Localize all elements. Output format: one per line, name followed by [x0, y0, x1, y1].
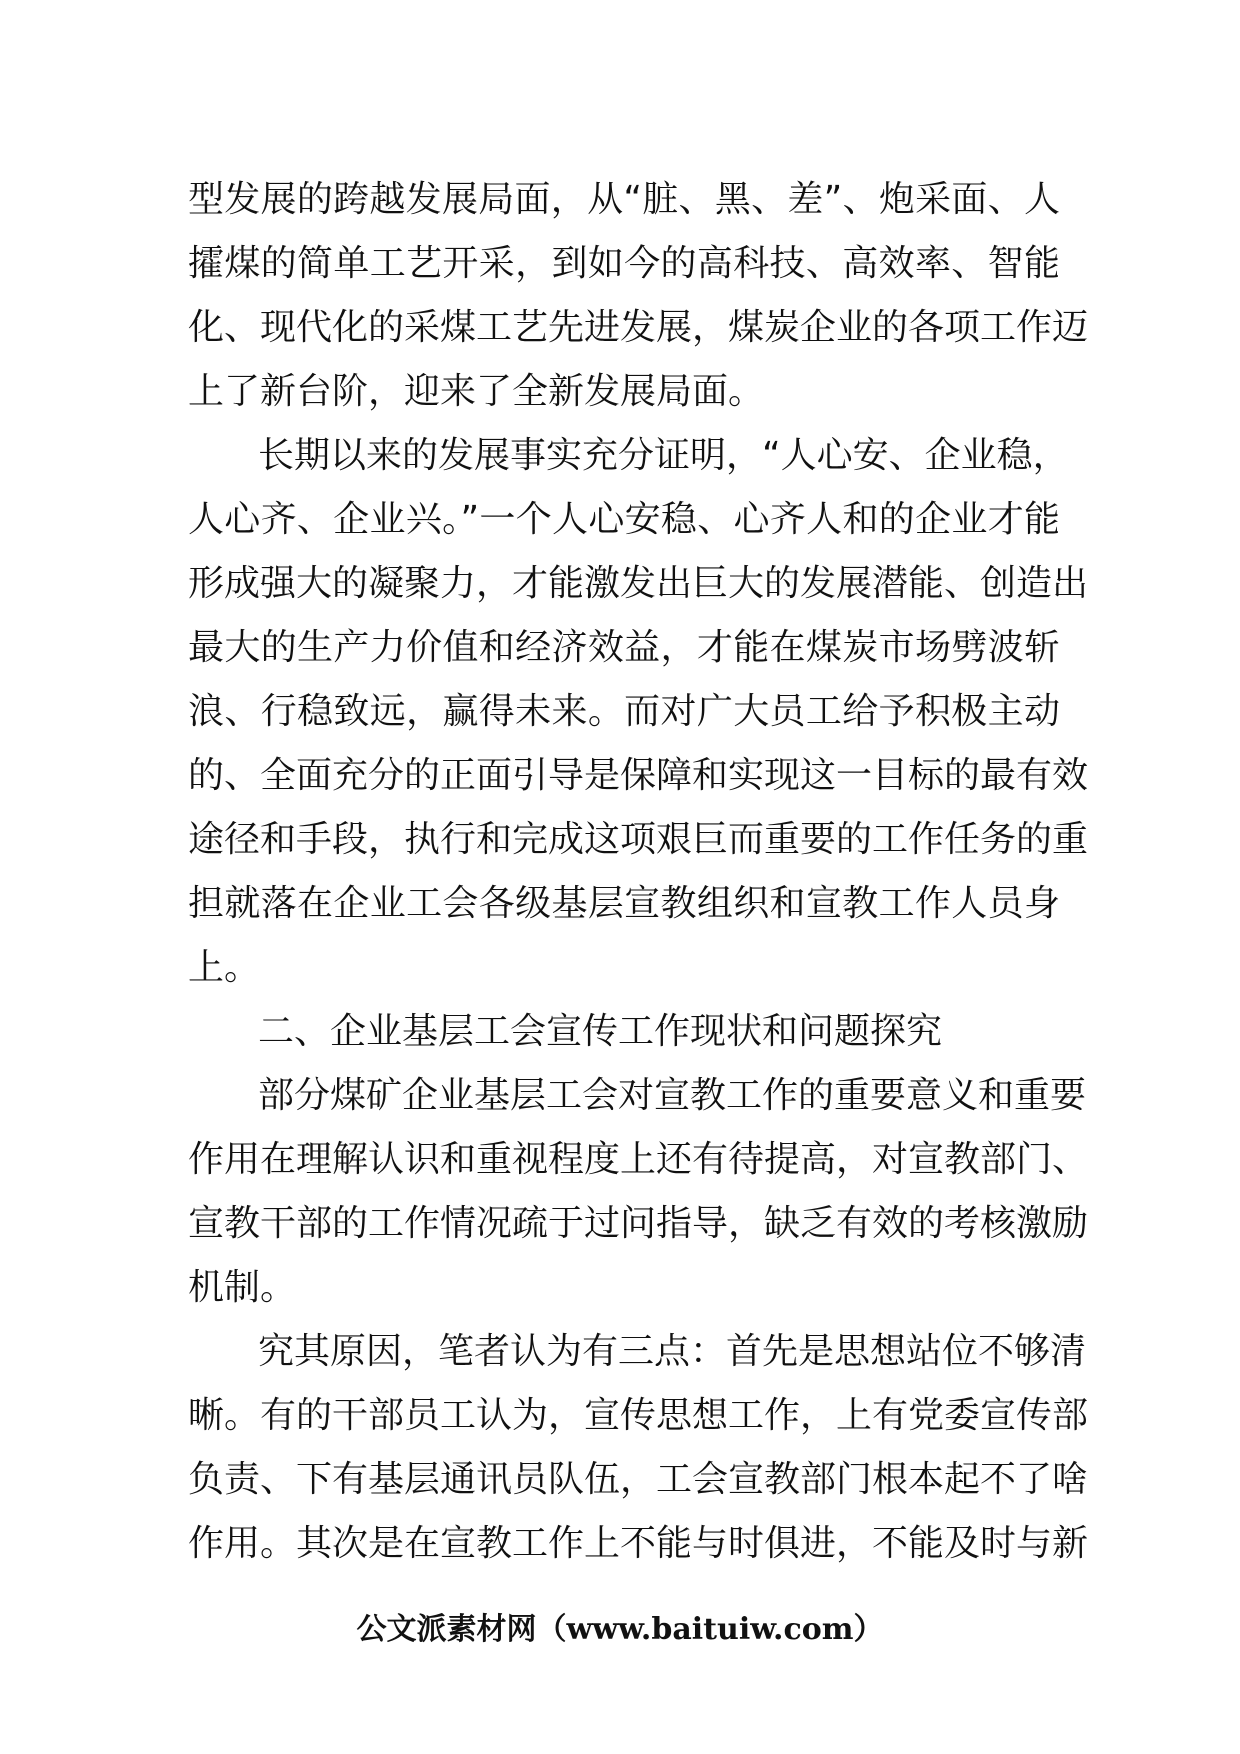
section-heading: 二、企业基层工会宣传工作现状和问题探究 [258, 1011, 943, 1052]
paragraph-first-line: 长期以来的发展事实充分证明，“人心安、企业稳， [258, 435, 1069, 476]
text-line: 上。 [188, 947, 261, 988]
text-line: 化、现代化的采煤工艺先进发展，煤炭企业的各项工作迈 [188, 307, 1089, 348]
text-line: 担就落在企业工会各级基层宣教组织和宣教工作人员身 [188, 883, 1060, 924]
text-line: 型发展的跨越发展局面，从“脏、黑、差”、炮采面、人 [188, 179, 1060, 220]
text-line: 形成强大的凝聚力，才能激发出巨大的发展潜能、创造出 [188, 563, 1089, 604]
text-line: 最大的生产力价值和经济效益，才能在煤炭市场劈波斩 [188, 627, 1060, 668]
text-line: 攉煤的简单工艺开采，到如今的高科技、高效率、智能 [188, 243, 1060, 284]
text-line: 负责、下有基层通讯员队伍，工会宣教部门根本起不了啥 [188, 1459, 1089, 1500]
text-line: 浪、行稳致远，赢得未来。而对广大员工给予积极主动 [188, 691, 1060, 732]
paragraph-first-line: 究其原因，笔者认为有三点：首先是思想站位不够清 [258, 1331, 1087, 1372]
text-line: 宣教干部的工作情况疏于过问指导，缺乏有效的考核激励 [188, 1203, 1089, 1244]
text-line: 机制。 [188, 1267, 297, 1308]
text-line: 途径和手段，执行和完成这项艰巨而重要的工作任务的重 [188, 819, 1089, 860]
text-line: 的、全面充分的正面引导是保障和实现这一目标的最有效 [188, 755, 1089, 796]
text-line: 人心齐、企业兴。”一个人心安稳、心齐人和的企业才能 [188, 499, 1060, 540]
paragraph-first-line: 部分煤矿企业基层工会对宣教工作的重要意义和重要 [258, 1075, 1087, 1116]
text-line: 晰。有的干部员工认为，宣传思想工作，上有党委宣传部 [188, 1395, 1089, 1436]
text-line: 上了新台阶，迎来了全新发展局面。 [188, 371, 765, 412]
text-line: 作用。其次是在宣教工作上不能与时俱进，不能及时与新 [188, 1523, 1089, 1564]
footer-watermark: 公文派素材网（www.baituiw.com） [356, 1612, 884, 1647]
text-line: 作用在理解认识和重视程度上还有待提高，对宣教部门、 [188, 1139, 1089, 1180]
